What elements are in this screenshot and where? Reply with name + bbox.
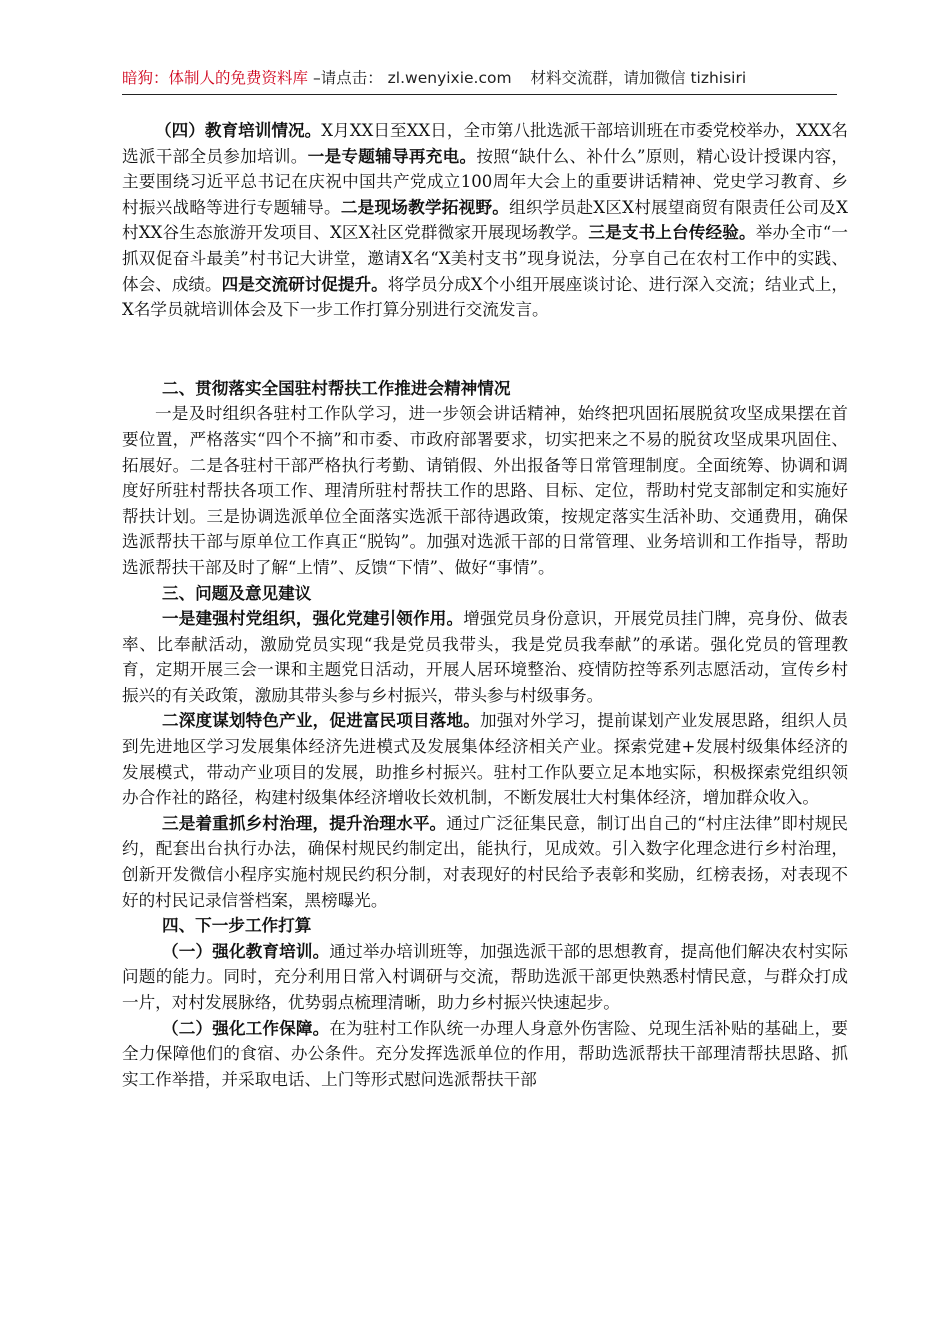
header-click-text: –请点击： xyxy=(312,69,383,87)
section-title-3: 三、问题及意见建议 xyxy=(162,582,312,603)
text: 增强党员身份意识，开展党员挂门牌，亮身份、做表率、比奉献活动，激励党员实现“我是党员我带头，我是党员我奉献”的承诺。强化党员的管理教育，定期开展三会一课和主题党日活动，开展人居环境整治、疫情防控等系列志愿活动，宣传乡村振兴的有关政策，激励其带头参与乡村振兴，带头参与村级事务。 xyxy=(122,609,849,705)
paragraph-education xyxy=(122,118,848,323)
bold-text: 四是交流研讨促提升。 xyxy=(221,273,388,294)
bold-text: 二是现场教学拓视野。 xyxy=(340,196,510,217)
text: 通过广泛征集民意，制订出自己的“村庄法律”即村规民约，配套出台执行办法，确保村规民约制定出，能执行，见成效。引入数字化理念进行乡村治理，创新开发微信小程序实施村规民约积分制，对表现好的村民给予表彰和奖励，红榜表扬，对表现不好的村民记录信誉档案，黑榜曝光。 xyxy=(122,813,849,910)
paragraph-guarantee xyxy=(122,1016,848,1093)
text: 举办全市“一抓双促奋斗最美”村书记大讲堂，邀请X名“X美村支书”现身说法，分享自己在农村工作中的实践、体会、成绩。 xyxy=(122,223,848,294)
bold-text: 三是着重抓乡村治理，提升治理水平。 xyxy=(162,812,447,833)
paragraph-governance xyxy=(122,811,848,913)
text: X月XX日至XX日，全市第八批选派干部培训班在市委党校举办，XXX名选派干部全员参加培训。 xyxy=(122,121,849,166)
paragraph-industry xyxy=(122,708,848,810)
bold-text: （一）强化教育培训。 xyxy=(162,940,330,961)
header-brand: 暗狗：体制人的免费资料库 xyxy=(122,69,309,87)
header-divider xyxy=(122,94,837,95)
paragraph-training xyxy=(122,939,848,1016)
bold-text: 一是专题辅导再充电。 xyxy=(307,145,477,166)
document-body xyxy=(122,118,848,1092)
page-header xyxy=(122,66,832,88)
text: 按照“缺什么、补什么”原则，精心设计授课内容，主要围绕习近平总书记在庆祝中国共产党成立100周年大会上的重要讲话精神、党史学习教育、乡村振兴战略等进行专题辅导。 xyxy=(122,146,848,217)
text: 组织学员赴X区X村展望商贸有限责任公司及X村XX谷生态旅游开发项目、X区X社区党群微家开展现场教学。 xyxy=(122,197,848,243)
heading-education: （四）教育培训情况。 xyxy=(155,120,322,140)
text: 加强对外学习，提前谋划产业发展思路，组织人员到先进地区学习发展集体经济先进模式及发展集体经济相关产业。探索党建+发展村级集体经济的发展模式，带动产业项目的发展，助推乡村振兴。驻村工作队要立足本地实际，积极探索党组织领办合作社的路径，构建村级集体经济增收长效机制，不断发展壮大村集体经济，增加群众收入。 xyxy=(122,711,848,808)
bold-text: 三是支书上台传经验。 xyxy=(588,222,756,243)
paragraph-party-org xyxy=(122,606,848,708)
bold-text: （二）强化工作保障。 xyxy=(162,1017,330,1038)
bold-text: 二深度谋划特色产业，促进富民项目落地。 xyxy=(162,710,480,731)
text: 通过举办培训班等，加强选派干部的思想教育，提高他们解决农村实际问题的能力。同时，充分利用日常入村调研与交流，帮助选派干部更快熟悉村情民意，与群众打成一片，对村发展脉络，优势弱点梳理清晰，助力乡村振兴快速起步。 xyxy=(122,941,849,1012)
section-2-body: 一是及时组织各驻村工作队学习，进一步领会讲话精神，始终把巩固拓展脱贫攻坚成果摆在首要位置，严格落实“四个不摘”和市委、市政府部署要求，切实把来之不易的脱贫攻坚成果巩固住、拓展好。二是各驻村干部严格执行考勤、请销假、外出报备等日常管理制度。全面统筹、协调和调度好所驻村帮扶各项工作、理清所驻村帮扶工作的思路、目标、定位，帮助村党支部制定和实施好帮扶计划。三是协调选派单位全面落实选派干部待遇政策，按规定落实生活补助、交通费用，确保选派帮扶干部与原单位工作真正“脱钩”。加强对选派干部的日常管理、业务培训和工作指导，帮助选派帮扶干部及时了解“上情”、反馈“下情”、做好“事情”。 xyxy=(122,404,848,577)
section-title-2: 二、贯彻落实全国驻村帮扶工作推进会精神情况 xyxy=(162,377,511,398)
text: 在为驻村工作队统一办理人身意外伤害险、兑现生活补贴的基础上，要全力保障他们的食宿、办公条件。充分发挥选派单位的作用，帮助选派帮扶干部理清帮扶思路、抓实工作举措，并采取电话、上门等形式慰问选派帮扶干部 xyxy=(122,1018,849,1089)
header-group-text: 材料交流群，请加微信 tizhisiri xyxy=(530,69,747,87)
header-url-link[interactable]: zl.wenyixie.com xyxy=(387,69,512,87)
spacer xyxy=(122,323,848,376)
section-title-4: 四、下一步工作打算 xyxy=(162,915,312,936)
bold-text: 一是建强村党组织，强化党建引领作用。 xyxy=(162,608,464,629)
text: 将学员分成X个小组开展座谈讨论、进行深入交流；结业式上，X名学员就培训体会及下一步工作打算分别进行交流发言。 xyxy=(122,274,849,320)
